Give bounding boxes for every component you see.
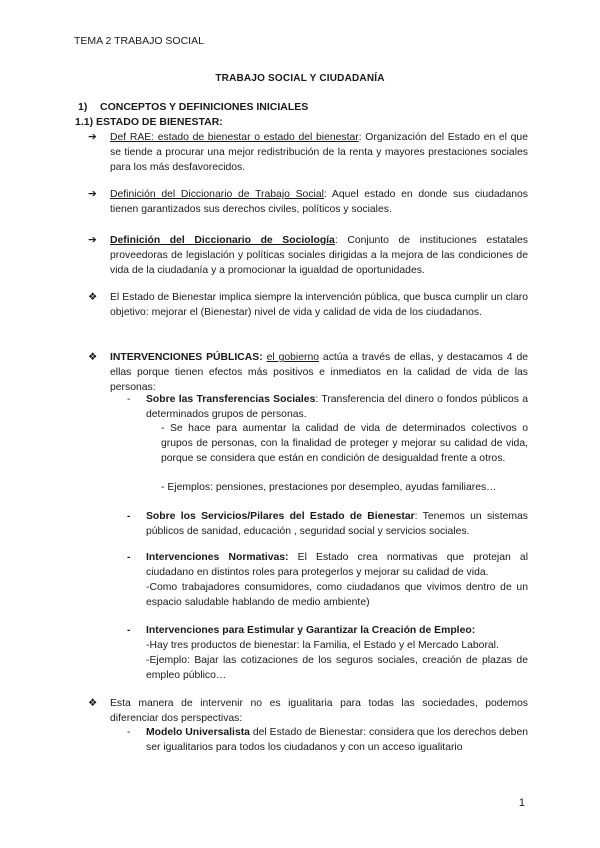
page-number: 1	[518, 797, 525, 809]
definition-text: : Aquel estado en donde sus ciudadanos tienen garantizados sus derechos civiles, políticos y sociales.	[110, 189, 528, 215]
arrow-icon: ➔	[88, 189, 97, 200]
section-label: CONCEPTOS Y DEFINICIONES INICIALES	[100, 101, 309, 113]
sub-point: - Se hace para aumentar la calidad de vida de determinados colectivos o grupos de personas, con la finalidad de proteger y mejorar su calidad de vida, porque se considera que están en condición de desigualdad frente a otros.	[161, 423, 528, 464]
dash-marker: -	[127, 511, 131, 522]
section-number: 1)	[78, 101, 88, 113]
bullet-text: El Estado de Bienestar implica siempre la intervención pública, que busca cumplir un claro objetivo: mejorar el (Bienestar) nivel de vida y calidad de vida de los ciudadanos.	[110, 292, 528, 318]
document-title: TRABAJO SOCIAL Y CIUDADANÍA	[215, 73, 385, 84]
bullet-bold: INTERVENCIONES PÚBLICAS:	[110, 352, 263, 363]
definition-term: Definición del Diccionario de Trabajo Social	[110, 189, 324, 200]
bullet-text: Esta manera de intervenir no es igualitaria para todas las sociedades, podemos diferenciar dos perspectivas:	[110, 698, 528, 724]
bullet-underline: el gobierno	[266, 352, 320, 363]
diamond-bullet-icon: ❖	[88, 292, 98, 303]
bullet-perspectivas	[88, 696, 528, 726]
sub-line: -Ejemplo: Bajar las cotizaciones de los seguros sociales, creación de plazas de empleo público…	[146, 655, 528, 681]
definition-term: Definición del Diccionario de Sociología	[110, 235, 335, 246]
sub-line: -Hay tres productos de bienestar: la Familia, el Estado y el Mercado Laboral.	[146, 640, 499, 651]
sub-bold: Sobre las Transferencias Sociales	[146, 394, 316, 405]
definition-term: Def RAE: estado de bienestar o estado del bienestar	[110, 132, 359, 143]
sub-text: : Tenemos un sistemas públicos de sanidad, educación , seguridad social y servicios sociales.	[146, 511, 528, 537]
sub-line: -Como trabajadores consumidores, como ciudadanos que vivimos dentro de un espacio saludable hablando de medio ambiente)	[146, 582, 528, 608]
bullet-intervenciones	[88, 350, 528, 395]
page-header: TEMA 2 TRABAJO SOCIAL	[74, 35, 204, 47]
sub-normativas	[146, 550, 528, 580]
section-heading-1	[78, 101, 308, 113]
sub-transferencias	[146, 392, 528, 422]
dash-marker: -	[127, 625, 131, 636]
sub-bold: Sobre los Servicios/Pilares del Estado de Bienestar	[146, 511, 415, 522]
sub-servicios	[146, 509, 528, 539]
sub-universalista	[146, 725, 528, 755]
definition-sociologia	[88, 233, 529, 278]
sub-text: El Estado crea normativas que protejan al ciudadano en distintos roles para protegerlos y mejorar su calidad de vida.	[146, 552, 528, 578]
dash-marker: -	[127, 394, 131, 405]
sub-text: del Estado de Bienestar: considera que los derechos deben ser igualitarios para todos los ciudadanos y con un acceso igualitario	[146, 727, 528, 753]
diamond-bullet-icon: ❖	[88, 698, 98, 709]
sub-bold: Intervenciones Normativas:	[146, 552, 289, 563]
sub-empleo-title: Intervenciones para Estimular y Garantizar la Creación de Empleo:	[146, 625, 476, 636]
arrow-icon: ➔	[88, 132, 97, 143]
dash-marker: -	[127, 727, 131, 738]
definition-text: : Organización del Estado en el que se tiende a procurar una mejor redistribución de la renta y mayores prestaciones sociales para los más desfavorecidos.	[110, 132, 528, 173]
bullet-estado-bienestar	[88, 290, 528, 320]
definition-trabajo-social	[88, 187, 528, 217]
definition-rae	[88, 130, 528, 175]
dash-marker: -	[127, 552, 131, 563]
sub-bold: Modelo Universalista	[146, 727, 250, 738]
sub-point: - Ejemplos: pensiones, prestaciones por desempleo, ayudas familiares…	[161, 482, 497, 493]
definition-text: : Conjunto de instituciones estatales proveedoras de legislación y políticas sociales dirigidas a la mejora de las condiciones de vida de la ciudadanía y a promocionar la igualdad de oportunidades.	[110, 235, 529, 276]
sub-text: : Transferencia del dinero o fondos públicos a determinados grupos de personas.	[146, 394, 528, 420]
arrow-icon: ➔	[88, 235, 97, 246]
bullet-text: actúa a través de ellas, y destacamos 4 de ellas porque tienen efectos más positivos e inmediatos en la calidad de vida de las personas:	[110, 352, 528, 393]
diamond-bullet-icon: ❖	[88, 352, 98, 363]
subsection-heading: 1.1) ESTADO DE BIENESTAR:	[75, 116, 223, 128]
